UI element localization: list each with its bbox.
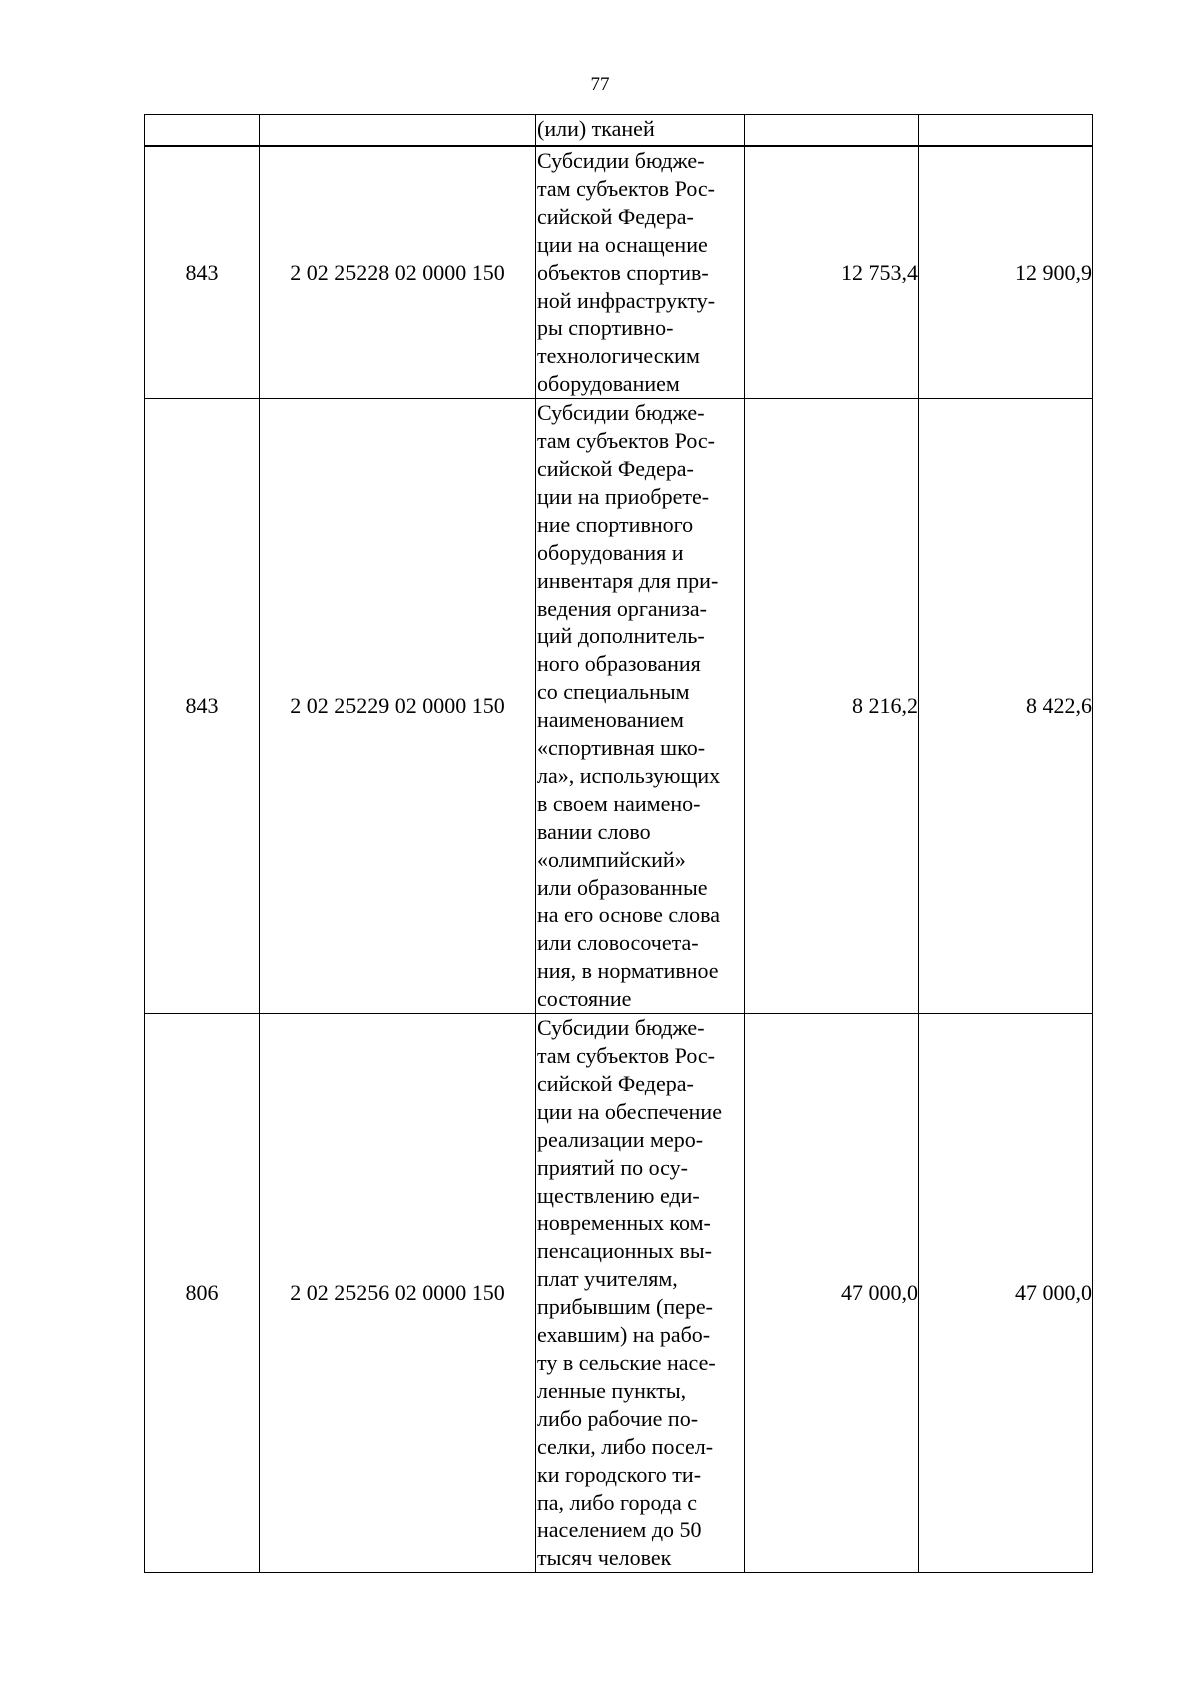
value-1-cell [745,115,919,147]
table-row [145,1014,1093,1573]
table-row [145,146,1093,399]
table-row [145,399,1093,1014]
description-cell: Субсидии бюдже- там субъектов Рос- сийской Федера- ции на приобрете- ние спортивного оборудования и инвентаря для при- ведения организа- ций дополнитель- ного образования со специальным наименованием «спортивная шко- ла», использующих в своем наимено- вании слово «олимпийский» или образованные на его основе слова или словосочета- ния, в нормативное состояние [536,399,745,1014]
admin-code-cell: 843 [145,146,260,399]
value-2-cell: 8 422,6 [919,399,1093,1014]
description-cell: (или) тканей [536,115,745,147]
budget-table [144,114,1093,1573]
description-cell: Субсидии бюдже- там субъектов Рос- сийской Федера- ции на обеспечение реализации меро- приятий по осу- ществлению еди- новременных ком- пенсационных вы- плат учителям, прибывшим (пере- ехавшим) на рабо- ту в сельские насе- ленные пункты, либо рабочие по- селки, либо посел- ки городского ти- па, либо города с населением до 50 тысяч человек [536,1014,745,1573]
budget-code-cell [260,115,536,147]
value-2-cell [919,115,1093,147]
value-1-cell: 47 000,0 [745,1014,919,1573]
page-number: 77 [590,74,610,95]
value-2-cell: 47 000,0 [919,1014,1093,1573]
admin-code-cell: 806 [145,1014,260,1573]
value-1-cell: 12 753,4 [745,146,919,399]
admin-code-cell [145,115,260,147]
admin-code-cell: 843 [145,399,260,1014]
description-cell: Субсидии бюдже- там субъектов Рос- сийской Федера- ции на оснащение объектов спортив- ной инфраструкту- ры спортивно- технологическим оборудованием [536,146,745,399]
budget-code-cell: 2 02 25256 02 0000 150 [260,1014,536,1573]
table-row-continuation [145,115,1093,147]
value-1-cell: 8 216,2 [745,399,919,1014]
budget-code-cell: 2 02 25229 02 0000 150 [260,399,536,1014]
value-2-cell: 12 900,9 [919,146,1093,399]
budget-code-cell: 2 02 25228 02 0000 150 [260,146,536,399]
